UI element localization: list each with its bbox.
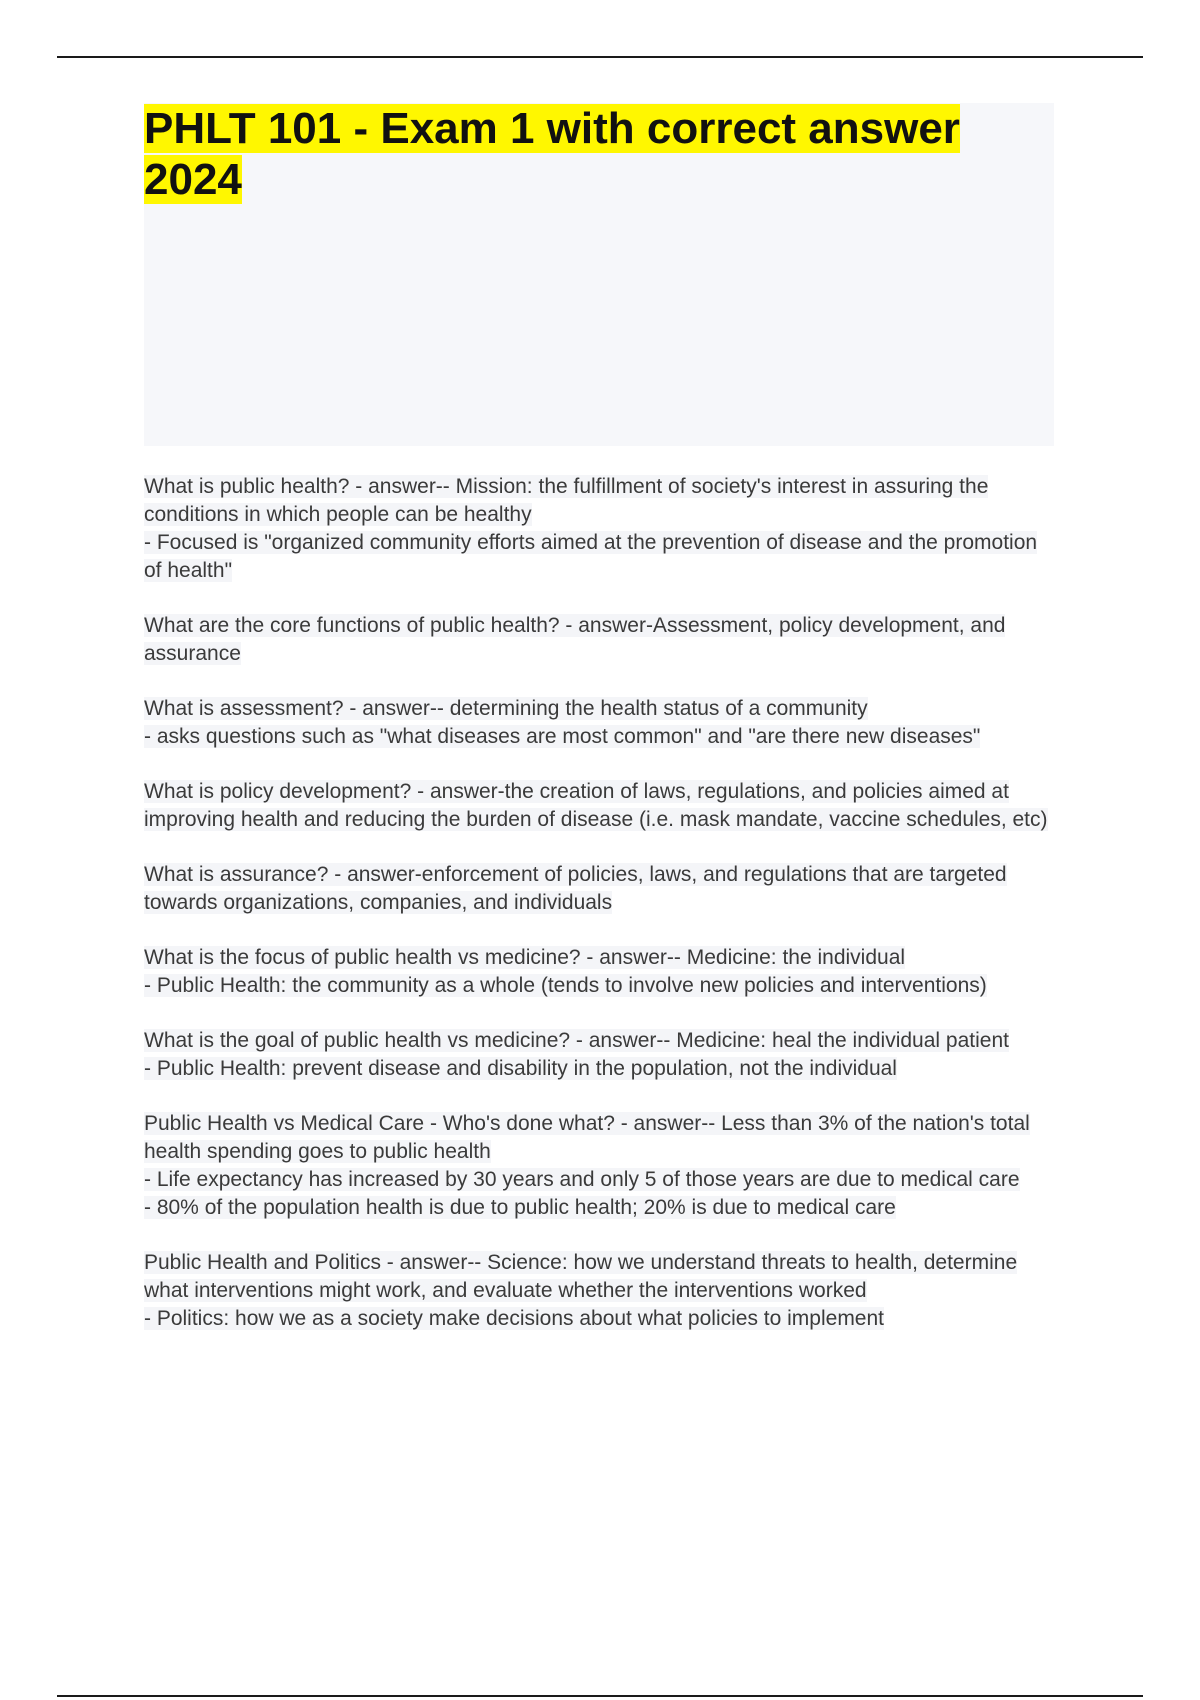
document-page	[144, 103, 1054, 1360]
qa-line: - Public Health: the community as a whole (tends to involve new policies and interventions)	[144, 974, 987, 997]
title-panel	[144, 103, 1054, 446]
qa-entry	[144, 1249, 1054, 1333]
qa-line: - Public Health: prevent disease and disability in the population, not the individual	[144, 1057, 897, 1080]
qa-line: Public Health vs Medical Care - Who's done what? - answer-- Less than 3% of the nation's total health spending goes to public health	[144, 1112, 1030, 1163]
qa-entry	[144, 778, 1054, 834]
qa-entry	[144, 861, 1054, 917]
qa-entry	[144, 473, 1054, 585]
qa-line: What are the core functions of public health? - answer-Assessment, policy development, and assurance	[144, 614, 1006, 665]
qa-line: What is assessment? - answer-- determining the health status of a community	[144, 697, 868, 720]
qa-line: What is public health? - answer-- Mission: the fulfillment of society's interest in assuring the conditions in which people can be healthy	[144, 475, 989, 526]
qa-entry	[144, 695, 1054, 751]
bottom-rule	[57, 1695, 1143, 1697]
qa-list	[144, 473, 1054, 1333]
qa-entry	[144, 1110, 1054, 1222]
document-title: PHLT 101 - Exam 1 with correct answer 2024	[144, 104, 960, 204]
qa-line: - asks questions such as "what diseases are most common" and "are there new diseases"	[144, 725, 981, 748]
qa-line: What is the focus of public health vs medicine? - answer-- Medicine: the individual	[144, 946, 906, 969]
qa-line: - Focused is "organized community efforts aimed at the prevention of disease and the promotion of health"	[144, 531, 1038, 582]
qa-line: Public Health and Politics - answer-- Science: how we understand threats to health, determine what interventions might work, and evaluate whether the interventions worked	[144, 1251, 1018, 1302]
qa-line: What is policy development? - answer-the creation of laws, regulations, and policies aimed at improving health and reducing the burden of disease (i.e. mask mandate, vaccine schedules, etc)	[144, 780, 1048, 831]
qa-line: What is assurance? - answer-enforcement of policies, laws, and regulations that are targeted towards organizations, companies, and individuals	[144, 863, 1007, 914]
qa-line: What is the goal of public health vs medicine? - answer-- Medicine: heal the individual patient	[144, 1029, 1009, 1052]
qa-line: - Politics: how we as a society make decisions about what policies to implement	[144, 1307, 885, 1330]
qa-line: - 80% of the population health is due to public health; 20% is due to medical care	[144, 1196, 896, 1219]
qa-entry	[144, 1027, 1054, 1083]
qa-entry	[144, 612, 1054, 668]
top-rule	[57, 56, 1143, 58]
qa-entry	[144, 944, 1054, 1000]
qa-line: - Life expectancy has increased by 30 years and only 5 of those years are due to medical care	[144, 1168, 1020, 1191]
